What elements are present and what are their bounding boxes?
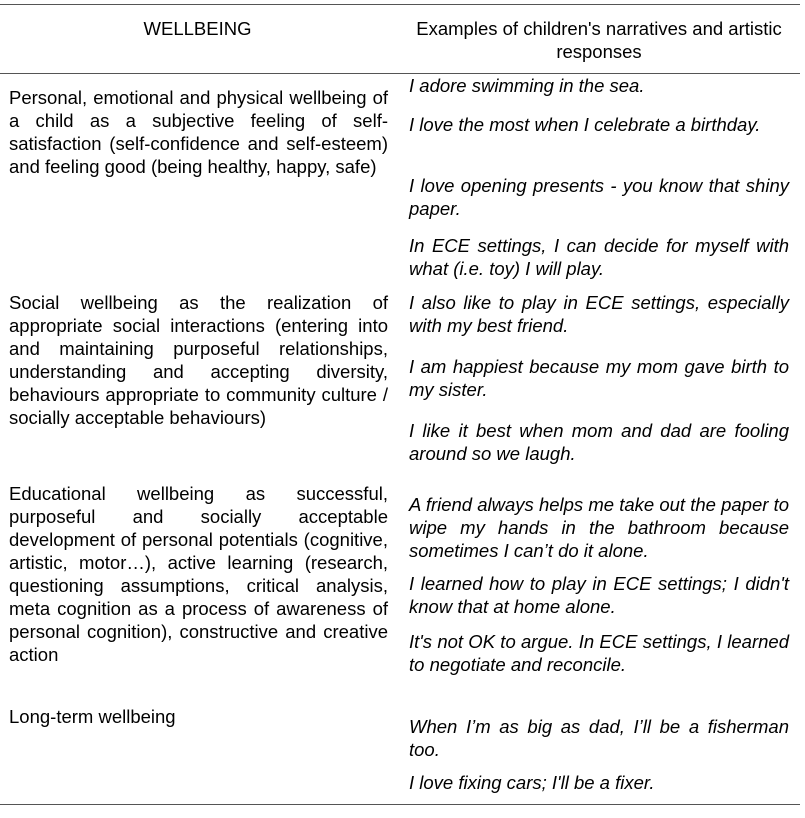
example-text: I love fixing cars; I'll be a fixer.	[409, 772, 655, 793]
example-text: I love the most when I celebrate a birthday.	[409, 114, 761, 135]
example-text: It's not OK to argue. In ECE settings, I learned to negotiate and reconcile.	[409, 631, 789, 675]
bottom-rule	[0, 804, 800, 805]
category-social-wellbeing: Social wellbeing as the realization of appropriate social interactions (entering into and maintaining purposeful relationships, understanding and accepting diversity, behaviours appropriate to community culture / socially acceptable behaviours)	[9, 292, 388, 428]
category-personal-wellbeing: Personal, emotional and physical wellbeing of a child as a subjective feeling of self-satisfaction (self-confidence and self-esteem) and feeling good (being healthy, happy, safe)	[9, 87, 388, 177]
example-text: I adore swimming in the sea.	[409, 75, 645, 96]
top-rule	[0, 4, 800, 5]
example-text: I like it best when mom and dad are fooling around so we laugh.	[409, 420, 789, 464]
example-text: I learned how to play in ECE settings; I didn't know that at home alone.	[409, 573, 789, 617]
example-text: A friend always helps me take out the paper to wipe my hands in the bathroom because sometimes I can’t do it alone.	[409, 494, 789, 561]
category-educational-wellbeing: Educational wellbeing as successful, purposeful and socially acceptable development of personal potentials (cognitive, artistic, motor…), active learning (research, questioning assumptions, critical analysis, meta cognition as a process of awareness of personal cognition), constructive and creative action	[9, 483, 388, 665]
example-text: I am happiest because my mom gave birth to my sister.	[409, 356, 789, 400]
example-text: In ECE settings, I can decide for myself with what (i.e. toy) I will play.	[409, 235, 789, 279]
header-wellbeing: WELLBEING	[143, 18, 252, 39]
example-text: When I’m as big as dad, I’ll be a fisherman too.	[409, 716, 789, 760]
example-text: I also like to play in ECE settings, especially with my best friend.	[409, 292, 789, 336]
header-examples: Examples of children's narratives and artistic responses	[416, 18, 782, 62]
example-text: I love opening presents - you know that shiny paper.	[409, 175, 789, 219]
category-long-term-wellbeing: Long-term wellbeing	[9, 706, 176, 727]
